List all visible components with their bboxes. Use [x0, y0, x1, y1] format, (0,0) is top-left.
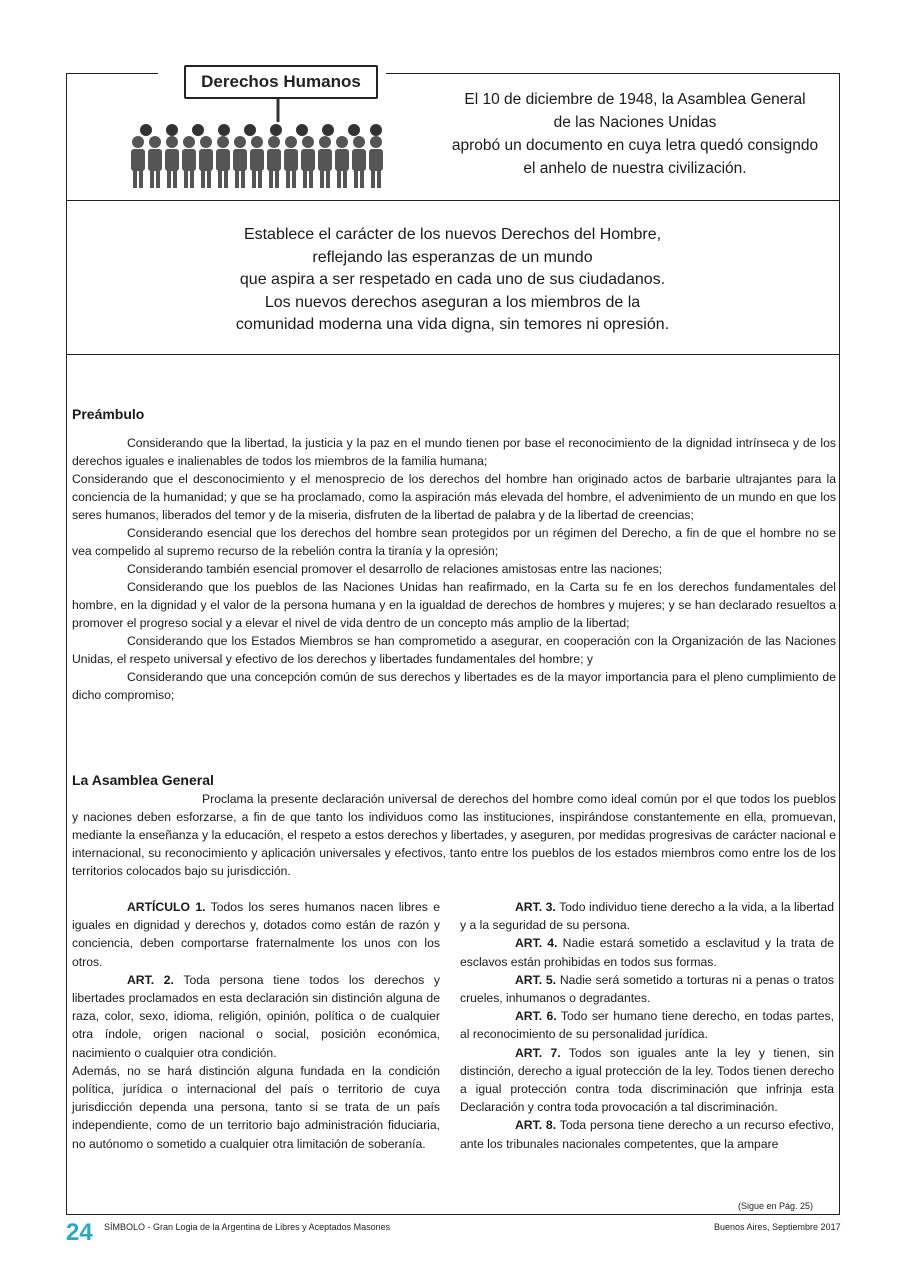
article-6	[460, 1007, 834, 1043]
article-text: Nadie será sometido a torturas ni a penas o tratos crueles, inhumanos o degradantes.	[460, 972, 834, 1006]
article-text: Todo individuo tiene derecho a la vida, a la libertad y a la seguridad de su persona.	[460, 900, 834, 933]
article-4	[460, 934, 834, 970]
statement-text	[130, 224, 775, 337]
assembly-text: Proclama la presente declaración universal de derechos del hombre como ideal común por el que todos los pueblos y naciones deben esforzarse, a fin de que tanto los individuos como las instituciones, inspirándose constantemente en ella, promuevan, mediante la enseñanza y la educación, el respeto a estos derechos y libertades, y aseguren, por medidas progresivas de carácter nacional e internacional, su reconocimiento y aplicación universales y efectivos, tanto entre los pueblos de los estados miembros como entre los de los territorios colocados bajo su jurisdicción.	[72, 792, 836, 878]
preamble-section	[72, 404, 836, 704]
article-label: ARTÍCULO 1.	[127, 900, 206, 914]
article-1	[72, 898, 440, 971]
intro-line: el anhelo de nuestra civilización.	[523, 160, 747, 177]
assembly-title: La Asamblea General	[72, 772, 214, 788]
article-label: ART. 8.	[515, 1118, 557, 1133]
article-text: Toda persona tiene todos los derechos y libertades proclamados en esta declaración sin distinción alguna de raza, color, sexo, idioma, religión, opinión, política o de cualquier otra índole, origen nacional o social, posición económica, nacimiento o cualquier otra condición.	[72, 972, 440, 1060]
article-text: Todos son iguales ante la ley y tienen, sin distinción, derecho a igual protección de la ley. Todos tienen derecho a igual protección contra toda discriminación que infrinja esta Declaración y contra toda provocación a tal discriminación.	[460, 1045, 834, 1115]
article-2	[72, 971, 440, 1062]
publication-name: SÍMBOLO - Gran Logia de la Argentina de Libres y Aceptados Masones	[104, 1222, 391, 1232]
articles-right-column	[460, 898, 834, 1153]
article-label: ART. 2.	[127, 972, 174, 987]
article-5	[460, 971, 834, 1007]
page-number: 24	[66, 1219, 93, 1246]
statement-line: comunidad moderna una vida digna, sin temores ni opresión.	[235, 316, 670, 333]
article-label: ART. 4.	[515, 936, 558, 951]
article-text: Nadie estará sometido a esclavitud y la trata de esclavos están prohibidas en todos sus formas.	[460, 936, 835, 969]
divider-1	[66, 200, 840, 201]
article-8	[460, 1116, 834, 1152]
preamble-title: Preámbulo	[72, 406, 145, 422]
preamble-paragraph: Considerando esencial que los derechos del hombre sean protegidos por un régimen del Derecho, a fin de que el hombre no se vea compelido al supremo recurso de la rebelión contra la tiranía y la opresión;	[72, 526, 836, 558]
preamble-paragraph: Considerando que una concepción común de sus derechos y libertades es de la mayor importancia para el pleno cumplimiento de dicho compromiso;	[72, 670, 836, 702]
statement-line: que aspira a ser respetado en cada uno de sus ciudadanos.	[239, 271, 666, 288]
article-text: Además, no se hará distinción alguna fundada en la condición política, jurídica o internacional del país o territorio de cuya jurisdicción dependa una persona, tanto si se trata de un país independiente, como de un territorio bajo administración fiduciaria, no autónomo o sometido a cualquier otra limitación de soberanía.	[72, 1063, 440, 1151]
continued-note: (Sigue en Pág. 25)	[738, 1201, 814, 1211]
statement-line: Los nuevos derechos aseguran a los miembros de la	[264, 293, 641, 311]
intro-text	[430, 88, 840, 180]
article-text: Todos los seres humanos nacen libres e iguales en dignidad y derechos y, dotados como están de razón y conciencia, deben comportarse fraternalmente los unos con los otros.	[72, 900, 440, 969]
article-7	[460, 1044, 834, 1117]
article-label: ART. 7.	[515, 1045, 561, 1060]
article-text: Toda persona tiene derecho a un recurso efectivo, ante los tribunales nacionales competentes, que la ampare	[460, 1118, 835, 1151]
article-2-continued	[72, 1062, 440, 1153]
assembly-section	[72, 770, 836, 880]
divider-2	[66, 354, 840, 355]
article-label: ART. 3.	[515, 900, 556, 914]
intro-line: El 10 de diciembre de 1948, la Asamblea General	[464, 91, 806, 108]
preamble-paragraph: Considerando también esencial promover el desarrollo de relaciones amistosas entre las naciones;	[127, 562, 663, 576]
statement-line: reflejando las esperanzas de un mundo	[312, 248, 593, 266]
preamble-paragraph: Considerando que la libertad, la justicia y la paz en el mundo tienen por base el reconocimiento de la dignidad intrínseca y de los derechos iguales e inalienables de todos los miembros de la familia humana;	[72, 436, 836, 468]
intro-line: aprobó un documento en cuya letra quedó consigndo	[451, 137, 819, 154]
article-3	[460, 898, 834, 934]
articles-left-column	[72, 898, 440, 1153]
preamble-paragraph: Considerando que los pueblos de las Naciones Unidas han reafirmado, en la Carta su fe en los derechos fundamentales del hombre, en la dignidad y el valor de la persona humana y en la igualdad de derechos de hombres y mujeres; y se han declarado resueltos a promover el progreso social y a elevar el nivel de vida dentro de un concepto más amplio de la libertad;	[72, 580, 836, 630]
article-text: Todo ser humano tiene derecho, en todas partes, al reconocimiento de su personalidad jurídica.	[460, 1009, 834, 1042]
logo-sign: Derechos Humanos	[184, 65, 378, 99]
preamble-paragraph: Considerando que los Estados Miembros se han comprometido a asegurar, en cooperación con la Organización de las Naciones Unidas, el respeto universal y efectivo de los derechos y libertades fundamentales del hombre; y	[72, 634, 836, 666]
publication-date: Buenos Aires, Septiembre 2017	[714, 1222, 841, 1232]
human-rights-logo	[128, 60, 386, 190]
article-label: ART. 5.	[515, 972, 557, 987]
preamble-paragraph: Considerando que el desconocimiento y el menosprecio de los derechos del hombre han originado actos de barbarie ultrajantes para la conciencia de la humanidad; y que se ha proclamado, como la aspiración más elevada del hombre, el advenimiento de un mundo en que los seres humanos, liberados del temor y de la miseria, disfruten de la libertad de palabra y de la libertad de creencias;	[72, 472, 836, 522]
article-label: ART. 6.	[515, 1009, 557, 1024]
intro-line: de las Naciones Unidas	[553, 114, 717, 131]
statement-line: Establece el carácter de los nuevos Derechos del Hombre,	[243, 226, 662, 243]
